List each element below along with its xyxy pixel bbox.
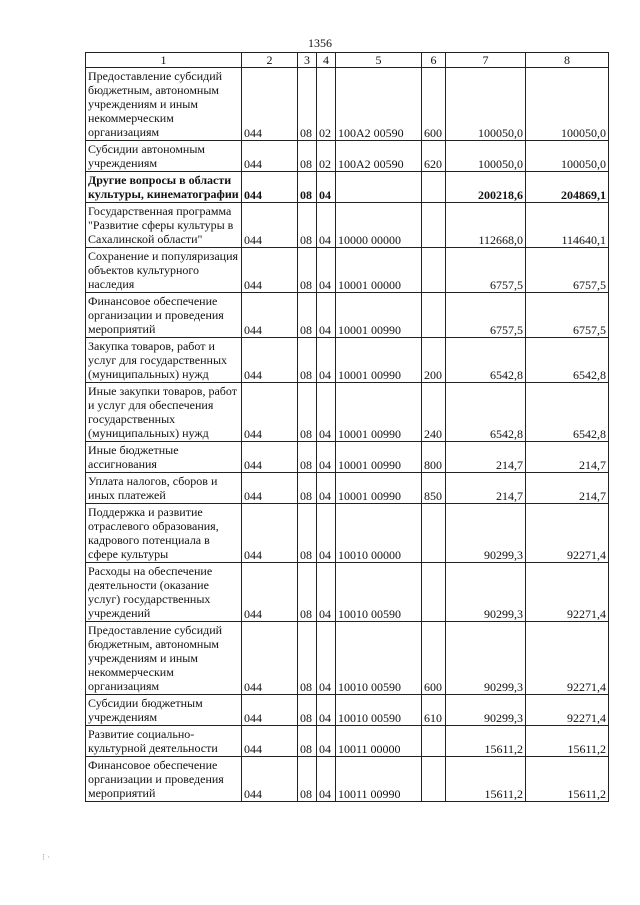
row-name-cell: Субсидии автономным учреждениям: [86, 141, 242, 172]
column-header: 8: [526, 53, 609, 68]
amount-year1-cell: 112668,0: [446, 203, 526, 248]
amount-year1-cell: 90299,3: [446, 504, 526, 563]
expense-type-cell: [422, 726, 446, 757]
amount-year1-cell: 6542,8: [446, 338, 526, 383]
section-cell: 08: [298, 622, 317, 695]
subsection-cell: 02: [317, 141, 336, 172]
ministry-code-cell: 044: [242, 504, 298, 563]
target-article-cell: 10010 00000: [336, 504, 422, 563]
ministry-code-cell: 044: [242, 141, 298, 172]
row-name-cell: Государственная программа "Развитие сферы культуры в Сахалинской области": [86, 203, 242, 248]
amount-year2-cell: 100050,0: [526, 68, 609, 141]
table-row: [86, 248, 609, 293]
amount-year2-cell: 92271,4: [526, 504, 609, 563]
section-cell: 08: [298, 563, 317, 622]
row-name-cell: Иные закупки товаров, работ и услуг для обеспечения государственных (муниципальных) нужд: [86, 383, 242, 442]
row-name-cell: Поддержка и развитие отраслевого образования, кадрового потенциала в сфере культуры: [86, 504, 242, 563]
target-article-cell: [336, 172, 422, 203]
ministry-code-cell: 044: [242, 172, 298, 203]
expense-type-cell: [422, 757, 446, 802]
target-article-cell: 10011 00990: [336, 757, 422, 802]
section-cell: 08: [298, 442, 317, 473]
amount-year1-cell: 100050,0: [446, 68, 526, 141]
table-row: [86, 442, 609, 473]
table-row: [86, 757, 609, 802]
column-header: 5: [336, 53, 422, 68]
amount-year2-cell: 114640,1: [526, 203, 609, 248]
amount-year1-cell: 214,7: [446, 442, 526, 473]
amount-year1-cell: 90299,3: [446, 622, 526, 695]
row-name-cell: Предоставление субсидий бюджетным, автономным учреждениям и иным некоммерческим организациям: [86, 622, 242, 695]
table-row: [86, 563, 609, 622]
section-cell: 08: [298, 68, 317, 141]
ministry-code-cell: 044: [242, 757, 298, 802]
target-article-cell: 10011 00000: [336, 726, 422, 757]
amount-year1-cell: 6542,8: [446, 383, 526, 442]
amount-year2-cell: 92271,4: [526, 563, 609, 622]
ministry-code-cell: 044: [242, 203, 298, 248]
expense-type-cell: [422, 504, 446, 563]
table-row: [86, 695, 609, 726]
section-cell: 08: [298, 757, 317, 802]
column-header: 4: [317, 53, 336, 68]
target-article-cell: 10010 00590: [336, 563, 422, 622]
target-article-cell: 10001 00990: [336, 293, 422, 338]
amount-year2-cell: 214,7: [526, 442, 609, 473]
target-article-cell: 100А2 00590: [336, 141, 422, 172]
amount-year1-cell: 15611,2: [446, 757, 526, 802]
row-name-cell: Другие вопросы в области культуры, кинематографии: [86, 172, 242, 203]
row-name-cell: Сохранение и популяризация объектов культурного наследия: [86, 248, 242, 293]
expense-type-cell: [422, 172, 446, 203]
table-row: [86, 172, 609, 203]
amount-year2-cell: 214,7: [526, 473, 609, 504]
row-name-cell: Субсидии бюджетным учреждениям: [86, 695, 242, 726]
ministry-code-cell: 044: [242, 473, 298, 504]
expense-type-cell: 850: [422, 473, 446, 504]
ministry-code-cell: 044: [242, 383, 298, 442]
section-cell: 08: [298, 695, 317, 726]
column-header: 1: [86, 53, 242, 68]
amount-year2-cell: 100050,0: [526, 141, 609, 172]
section-cell: 08: [298, 726, 317, 757]
row-name-cell: Финансовое обеспечение организации и проведения мероприятий: [86, 757, 242, 802]
ministry-code-cell: 044: [242, 622, 298, 695]
target-article-cell: 10010 00590: [336, 622, 422, 695]
column-header: 3: [298, 53, 317, 68]
target-article-cell: 10001 00990: [336, 442, 422, 473]
row-name-cell: Развитие социально-культурной деятельности: [86, 726, 242, 757]
amount-year2-cell: 92271,4: [526, 695, 609, 726]
amount-year2-cell: 204869,1: [526, 172, 609, 203]
table-row: [86, 622, 609, 695]
row-name-cell: Финансовое обеспечение организации и проведения мероприятий: [86, 293, 242, 338]
expense-type-cell: 600: [422, 68, 446, 141]
amount-year2-cell: 92271,4: [526, 622, 609, 695]
subsection-cell: 04: [317, 504, 336, 563]
amount-year2-cell: 6757,5: [526, 293, 609, 338]
amount-year2-cell: 6542,8: [526, 338, 609, 383]
row-name-cell: Закупка товаров, работ и услуг для государственных (муниципальных) нужд: [86, 338, 242, 383]
scan-artifact: ⁝ ·: [42, 852, 51, 862]
column-header: 7: [446, 53, 526, 68]
expense-type-cell: [422, 293, 446, 338]
expense-type-cell: 240: [422, 383, 446, 442]
section-cell: 08: [298, 504, 317, 563]
budget-table: [85, 52, 609, 802]
amount-year2-cell: 15611,2: [526, 726, 609, 757]
ministry-code-cell: 044: [242, 68, 298, 141]
amount-year1-cell: 6757,5: [446, 293, 526, 338]
target-article-cell: 10001 00990: [336, 338, 422, 383]
table-row: [86, 68, 609, 141]
header-row: [86, 53, 609, 68]
ministry-code-cell: 044: [242, 293, 298, 338]
ministry-code-cell: 044: [242, 695, 298, 726]
amount-year1-cell: 90299,3: [446, 695, 526, 726]
amount-year1-cell: 90299,3: [446, 563, 526, 622]
ministry-code-cell: 044: [242, 563, 298, 622]
section-cell: 08: [298, 203, 317, 248]
expense-type-cell: 610: [422, 695, 446, 726]
table-row: [86, 293, 609, 338]
target-article-cell: 10001 00990: [336, 383, 422, 442]
expense-type-cell: 620: [422, 141, 446, 172]
subsection-cell: 02: [317, 68, 336, 141]
subsection-cell: 04: [317, 726, 336, 757]
amount-year1-cell: 214,7: [446, 473, 526, 504]
target-article-cell: 10001 00000: [336, 248, 422, 293]
page-number: 1356: [308, 36, 332, 50]
table-row: [86, 203, 609, 248]
table-row: [86, 504, 609, 563]
ministry-code-cell: 044: [242, 442, 298, 473]
ministry-code-cell: 044: [242, 338, 298, 383]
section-cell: 08: [298, 141, 317, 172]
section-cell: 08: [298, 338, 317, 383]
amount-year2-cell: 6542,8: [526, 383, 609, 442]
subsection-cell: 04: [317, 757, 336, 802]
target-article-cell: 10010 00590: [336, 695, 422, 726]
amount-year1-cell: 15611,2: [446, 726, 526, 757]
section-cell: 08: [298, 172, 317, 203]
amount-year1-cell: 200218,6: [446, 172, 526, 203]
section-cell: 08: [298, 473, 317, 504]
expense-type-cell: 200: [422, 338, 446, 383]
amount-year1-cell: 6757,5: [446, 248, 526, 293]
expense-type-cell: 800: [422, 442, 446, 473]
expense-type-cell: [422, 563, 446, 622]
row-name-cell: Расходы на обеспечение деятельности (оказание услуг) государственных учреждений: [86, 563, 242, 622]
ministry-code-cell: 044: [242, 726, 298, 757]
target-article-cell: 10001 00990: [336, 473, 422, 504]
row-name-cell: Иные бюджетные ассигнования: [86, 442, 242, 473]
amount-year1-cell: 100050,0: [446, 141, 526, 172]
expense-type-cell: [422, 203, 446, 248]
amount-year2-cell: 15611,2: [526, 757, 609, 802]
section-cell: 08: [298, 383, 317, 442]
expense-type-cell: [422, 248, 446, 293]
subsection-cell: 04: [317, 622, 336, 695]
table-row: [86, 383, 609, 442]
target-article-cell: 100А2 00590: [336, 68, 422, 141]
subsection-cell: 04: [317, 442, 336, 473]
row-name-cell: Предоставление субсидий бюджетным, автономным учреждениям и иным некоммерческим организациям: [86, 68, 242, 141]
subsection-cell: 04: [317, 203, 336, 248]
subsection-cell: 04: [317, 383, 336, 442]
column-header: 6: [422, 53, 446, 68]
subsection-cell: 04: [317, 172, 336, 203]
subsection-cell: 04: [317, 473, 336, 504]
table-row: [86, 141, 609, 172]
expense-type-cell: 600: [422, 622, 446, 695]
table-row: [86, 726, 609, 757]
subsection-cell: 04: [317, 293, 336, 338]
amount-year2-cell: 6757,5: [526, 248, 609, 293]
column-header: 2: [242, 53, 298, 68]
subsection-cell: 04: [317, 248, 336, 293]
section-cell: 08: [298, 293, 317, 338]
ministry-code-cell: 044: [242, 248, 298, 293]
subsection-cell: 04: [317, 338, 336, 383]
row-name-cell: Уплата налогов, сборов и иных платежей: [86, 473, 242, 504]
table-row: [86, 473, 609, 504]
table-row: [86, 338, 609, 383]
subsection-cell: 04: [317, 695, 336, 726]
section-cell: 08: [298, 248, 317, 293]
subsection-cell: 04: [317, 563, 336, 622]
target-article-cell: 10000 00000: [336, 203, 422, 248]
